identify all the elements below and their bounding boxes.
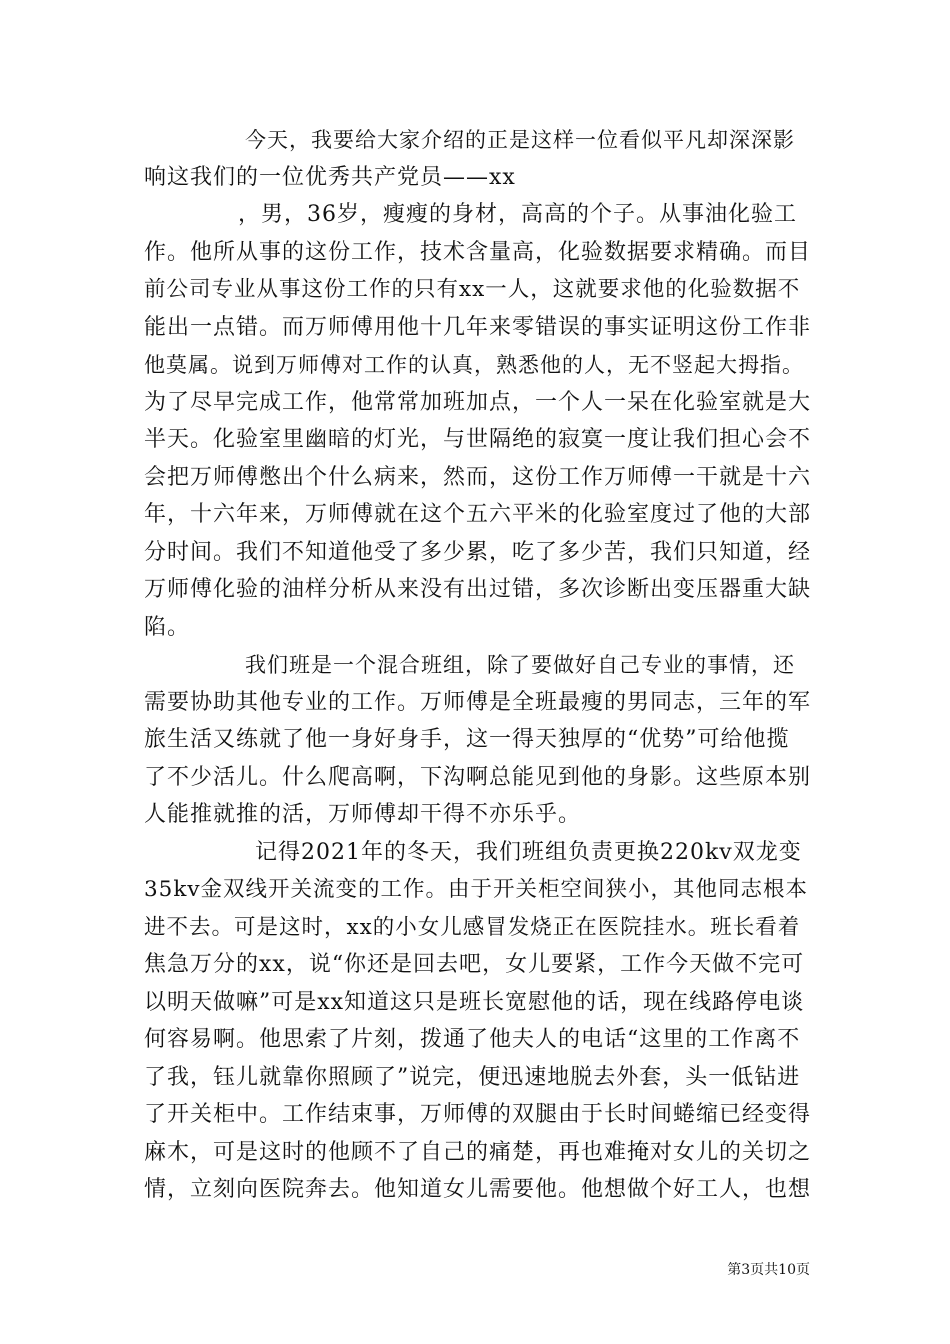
text-line: ，男，36岁，瘦瘦的身材，高高的个子。从事油化验工 xyxy=(238,202,797,227)
text-line: 为了尽早完成工作，他常常加班加点，一个人一呆在化验室就是大 xyxy=(144,390,812,415)
text-line: 进不去。可是这时，xx的小女儿感冒发烧正在医院挂水。班长看着 xyxy=(144,915,801,940)
text-line: 陷。 xyxy=(144,615,191,640)
text-line: 他莫属。说到万师傅对工作的认真，熟悉他的人，无不竖起大拇指。 xyxy=(144,353,804,377)
text-line: 了开关柜中。工作结束事，万师傅的双腿由于长时间蜷缩已经变得 xyxy=(144,1102,812,1127)
page-number-footer: 第3页共10页 xyxy=(727,1262,810,1278)
text-line: 情，立刻向医院奔去。他知道女儿需要他。他想做个好工人，也想 xyxy=(144,1177,812,1202)
text-line: 焦急万分的xx，说“你还是回去吧，女儿要紧，工作今天做不完可 xyxy=(144,952,805,977)
text-line: 前公司专业从事这份工作的只有xx一人，这就要求他的化验数据不 xyxy=(144,277,801,302)
text-line: 分时间。我们不知道他受了多少累，吃了多少苦，我们只知道，经 xyxy=(144,540,812,565)
text-line: 35kv金双线开关流变的工作。由于开关柜空间狭小，其他同志根本 xyxy=(144,877,809,902)
text-line: 年，十六年来，万师傅就在这个五六平米的化验室度过了他的大部 xyxy=(144,502,812,527)
text-line: 今天，我要给大家介绍的正是这样一位看似平凡却深深影 xyxy=(245,128,795,152)
text-line: 麻木，可是这时的他顾不了自己的痛楚，再也难掩对女儿的关切之 xyxy=(144,1140,812,1165)
text-line: 人能推就推的活，万师傅却干得不亦乐乎。 xyxy=(144,802,582,827)
text-line: 了不少活儿。什么爬高啊，下沟啊总能见到他的身影。这些原本别 xyxy=(144,765,812,790)
text-line: 以明天做嘛”可是xx知道这只是班长宽慰他的话，现在线路停电谈 xyxy=(144,990,805,1015)
text-line: 作。他所从事的这份工作，技术含量高，化验数据要求精确。而目 xyxy=(144,240,812,265)
text-line: 我们班是一个混合班组，除了要做好自己专业的事情，还 xyxy=(245,653,795,677)
text-line: 半天。化验室里幽暗的灯光，与世隔绝的寂寞一度让我们担心会不 xyxy=(144,427,812,452)
text-line: 需要协助其他专业的工作。万师傅是全班最瘦的男同志，三年的军 xyxy=(144,690,812,715)
text-line: 会把万师傅憋出个什么病来，然而，这份工作万师傅一干就是十六 xyxy=(144,465,812,490)
text-line: 记得2021年的冬天，我们班组负责更换220kv双龙变 xyxy=(255,840,802,865)
text-line: 旅生活又练就了他一身好身手，这一得天独厚的“优势”可给他揽 xyxy=(144,727,790,752)
text-line: 何容易啊。他思索了片刻，拨通了他夫人的电话“这里的工作离不 xyxy=(144,1027,801,1052)
text-line: 能出一点错。而万师傅用他十几年来零错误的事实证明这份工作非 xyxy=(144,315,812,340)
text-line: 万师傅化验的油样分析从来没有出过错，多次诊断出变压器重大缺 xyxy=(144,577,812,602)
text-line: 响这我们的一位优秀共产党员——xx xyxy=(144,165,516,190)
text-line: 了我，钰儿就靠你照顾了”说完，便迅速地脱去外套，头一低钻进 xyxy=(144,1065,801,1090)
